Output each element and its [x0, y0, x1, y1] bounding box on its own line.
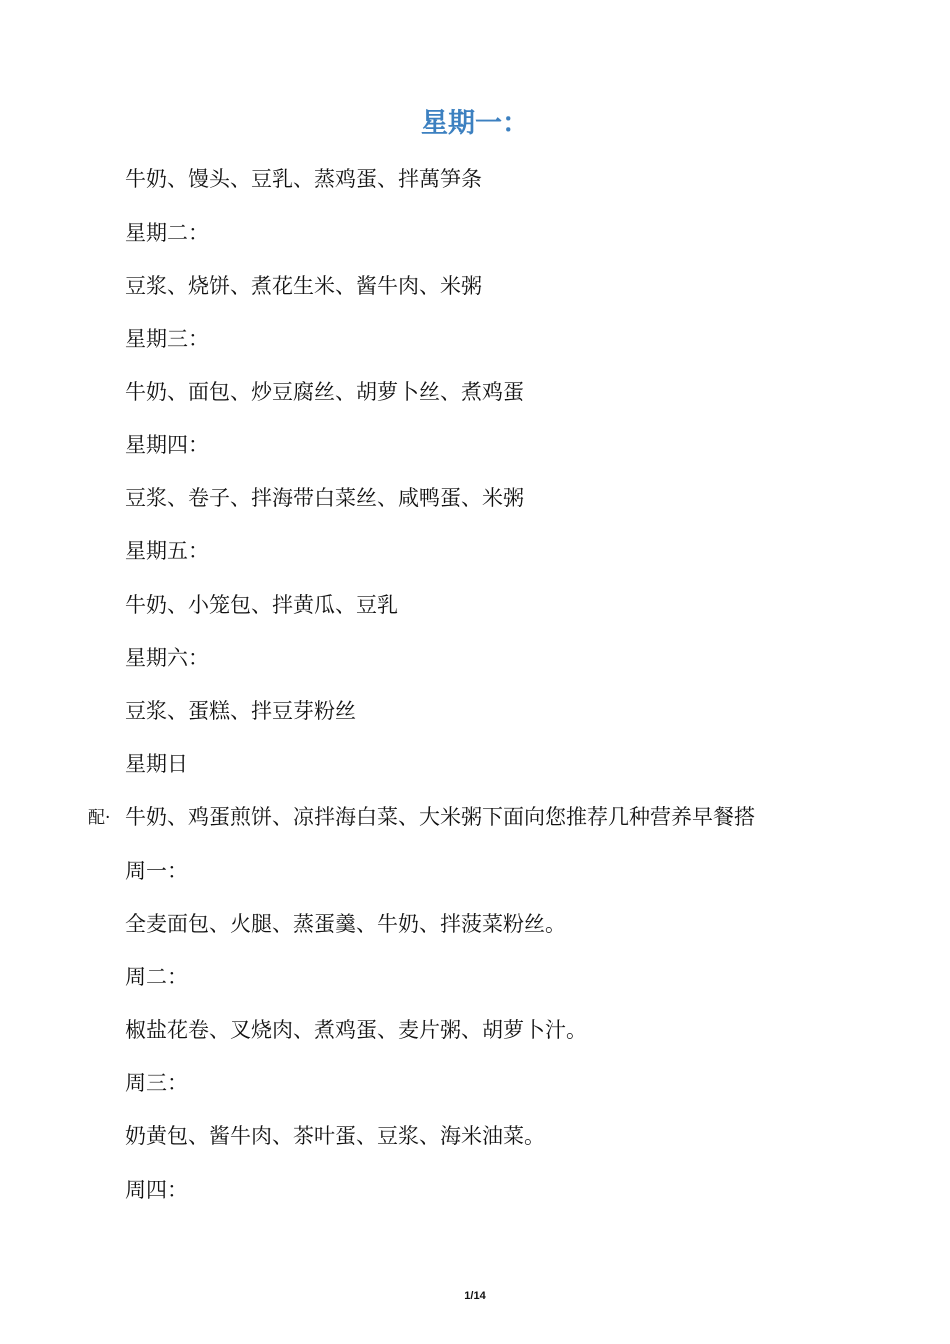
- page-number: 1/14: [464, 1290, 486, 1302]
- text-line: 星期五：: [125, 539, 209, 563]
- text-line: 星期六：: [125, 646, 209, 670]
- text-line: 星期日: [125, 752, 188, 776]
- text-line: 星期二：: [125, 221, 209, 245]
- text-line: 星期四：: [125, 433, 209, 457]
- text-line: 全麦面包、火腿、蒸蛋羹、牛奶、拌菠菜粉丝。: [125, 912, 566, 936]
- text-line: 周二：: [125, 965, 188, 989]
- margin-prefix: 配·: [88, 808, 111, 828]
- text-line: 牛奶、面包、炒豆腐丝、胡萝卜丝、煮鸡蛋: [125, 380, 524, 404]
- text-line: 豆浆、烧饼、煮花生米、酱牛肉、米粥: [125, 274, 482, 298]
- text-line: 奶黄包、酱牛肉、茶叶蛋、豆浆、海米油菜。: [125, 1124, 545, 1148]
- text-line: 周四：: [125, 1178, 188, 1202]
- text-line: 周一：: [125, 859, 188, 883]
- text-line: 周三：: [125, 1071, 188, 1095]
- page-title: 星期一：: [421, 108, 529, 139]
- text-line: 星期三：: [125, 327, 209, 351]
- text-line: 牛奶、馒头、豆乳、蒸鸡蛋、拌萬笋条: [125, 167, 482, 191]
- text-line: 豆浆、卷子、拌海带白菜丝、咸鸭蛋、米粥: [125, 486, 524, 510]
- text-line: 豆浆、蛋糕、拌豆芽粉丝: [125, 699, 356, 723]
- text-line: 椒盐花卷、叉烧肉、煮鸡蛋、麦片粥、胡萝卜汁。: [125, 1018, 587, 1042]
- text-line: 牛奶、小笼包、拌黄瓜、豆乳: [125, 593, 398, 617]
- text-line: 牛奶、鸡蛋煎饼、凉拌海白菜、大米粥下面向您推荐几种营养早餐搭: [125, 805, 755, 829]
